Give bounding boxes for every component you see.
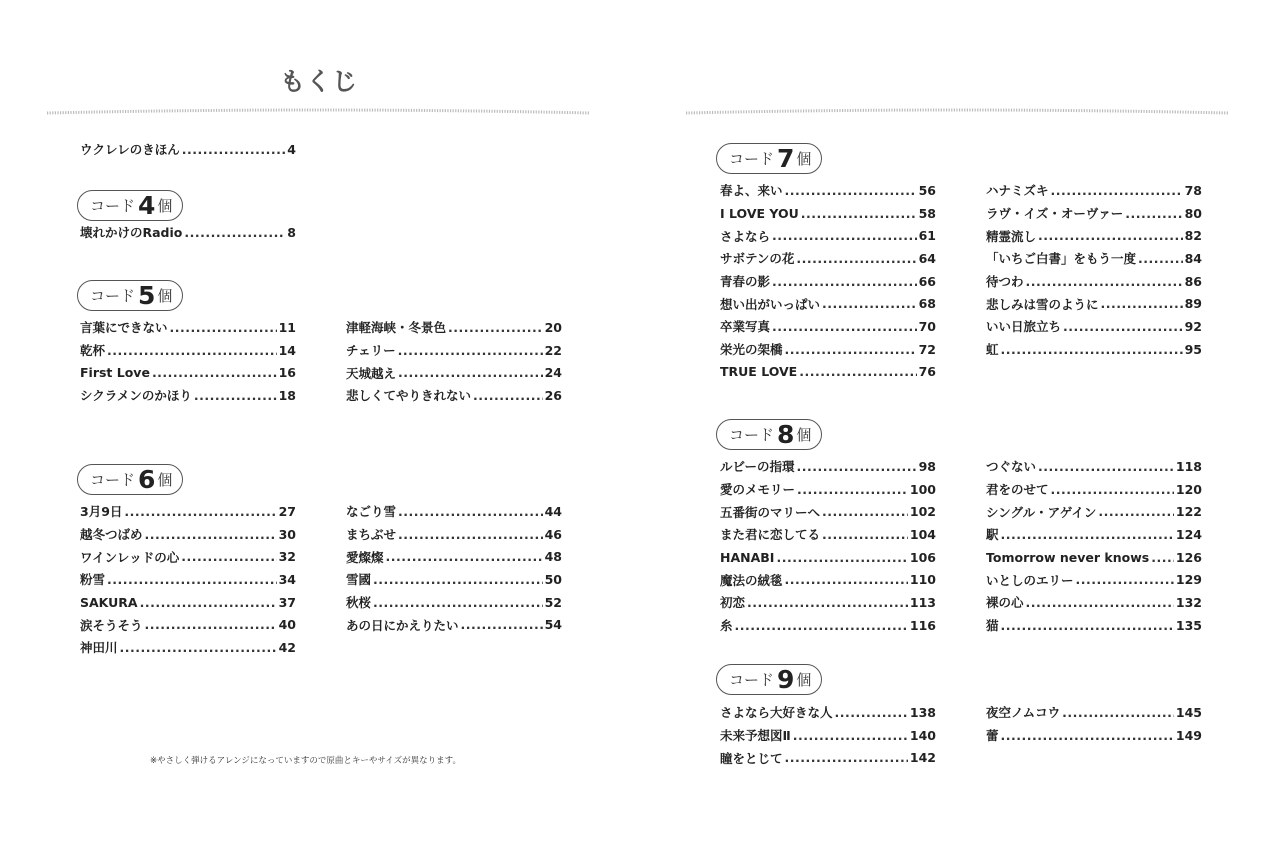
toc-entry [720, 292, 936, 315]
entry-title: 春よ、来い [720, 183, 783, 199]
dot-leader [184, 225, 285, 240]
entry-title: さよなら大好きな人 [720, 705, 833, 721]
dot-leader [398, 504, 543, 519]
entry-title: つぐない [986, 459, 1037, 475]
dot-leader [373, 595, 543, 610]
entry-title: 五番街のマリーへ [720, 504, 821, 520]
toc-entry [986, 568, 1202, 591]
toc-c6-col2 [346, 500, 562, 636]
dot-leader [822, 296, 917, 311]
toc-entry [346, 339, 562, 362]
entry-title: 涙そうそう [80, 617, 143, 633]
entry-title: さよなら [720, 228, 771, 244]
entry-title: 初恋 [720, 595, 746, 611]
entry-page: 30 [278, 526, 296, 542]
toc-entry [720, 546, 936, 569]
toc-c7-col2 [986, 179, 1202, 361]
dot-leader [461, 617, 543, 632]
toc-entry [80, 613, 296, 636]
entry-page: 26 [544, 387, 562, 403]
entry-title: チェリー [346, 343, 396, 359]
entry-title: 粉雪 [80, 572, 106, 588]
toc-entry [720, 724, 936, 747]
toc-entry [720, 224, 936, 247]
dot-leader [772, 228, 917, 243]
toc-entry [720, 338, 936, 361]
entry-title: また君に恋してる [720, 527, 821, 543]
entry-page: 64 [918, 250, 936, 266]
entry-page: 142 [909, 750, 936, 766]
entry-page: 61 [918, 228, 936, 244]
toc-entry [986, 338, 1202, 361]
toc-entry [720, 247, 936, 270]
toc-entry [720, 568, 936, 591]
toc-entry [80, 221, 296, 244]
entry-title: 愛のメモリー [720, 482, 796, 498]
dot-leader [386, 549, 543, 564]
toc-entry [986, 478, 1202, 501]
entry-title: ウクレレのきほん [80, 142, 180, 158]
toc-entry [720, 500, 936, 523]
entry-title: 待つわ [986, 274, 1024, 290]
dot-leader [373, 572, 543, 587]
dot-leader [145, 617, 277, 632]
dot-leader [785, 572, 908, 587]
toc-entry [80, 523, 296, 546]
toc-entry [720, 315, 936, 338]
entry-title: HANABI [720, 549, 775, 565]
entry-title: 天城越え [346, 365, 397, 381]
entry-page: 46 [544, 526, 562, 542]
toc-entry [80, 591, 296, 614]
toc-entry [80, 361, 296, 384]
entry-page: 116 [909, 617, 936, 633]
entry-title: 卒業写真 [720, 319, 771, 335]
entry-page: 92 [1184, 318, 1202, 334]
entry-page: 20 [544, 319, 562, 335]
dot-leader [1151, 550, 1174, 565]
toc-entry [986, 591, 1202, 614]
toc-entry [80, 138, 296, 161]
toc-c9-col2 [986, 701, 1202, 746]
section-label-9: コード 9 個 [716, 664, 822, 695]
entry-title: 精霊流し [986, 228, 1037, 244]
dot-leader [1101, 296, 1183, 311]
entry-title: 蕾 [986, 728, 999, 744]
dot-leader [1026, 595, 1174, 610]
entry-page: 14 [278, 342, 296, 358]
entry-page: 82 [1184, 228, 1202, 244]
toc-entry [80, 339, 296, 362]
entry-page: 40 [278, 617, 296, 633]
toc-entry [720, 361, 936, 384]
entry-page: 145 [1175, 704, 1202, 720]
dot-leader [822, 504, 908, 519]
entry-page: 8 [287, 224, 296, 240]
entry-page: 104 [909, 526, 936, 542]
entry-title: 瞳をとじて [720, 750, 783, 766]
toc-entry [720, 478, 936, 501]
entry-page: 48 [544, 549, 562, 565]
entry-title: 神田川 [80, 640, 118, 656]
toc-c8-col1 [720, 455, 936, 637]
entry-page: 42 [278, 639, 296, 655]
entry-page: 37 [278, 594, 296, 610]
dot-leader [747, 595, 908, 610]
entry-page: 56 [918, 182, 936, 198]
toc-entry [986, 202, 1202, 225]
toc-c7-col1 [720, 179, 936, 383]
entry-title: 糸 [720, 618, 733, 634]
dot-leader [473, 388, 543, 403]
entry-title: ワインレッドの心 [80, 549, 180, 565]
toc-entry [986, 247, 1202, 270]
toc-c4-col1 [80, 221, 296, 244]
entry-page: 78 [1184, 182, 1202, 198]
dot-leader [1026, 274, 1183, 289]
entry-title: まちぶせ [346, 527, 397, 543]
entry-page: 70 [918, 318, 936, 334]
entry-page: 98 [918, 458, 936, 474]
section-label-4: コード 4 個 [77, 190, 183, 221]
entry-page: 129 [1175, 572, 1202, 588]
toc-entry [346, 613, 562, 636]
dot-leader [1062, 705, 1174, 720]
entry-title: 悲しみは雪のように [986, 296, 1099, 312]
entry-title: サボテンの花 [720, 251, 795, 267]
toc-entry [720, 746, 936, 769]
entry-title: 駅 [986, 527, 999, 543]
entry-page: 72 [918, 341, 936, 357]
entry-page: 95 [1184, 341, 1202, 357]
entry-page: 16 [278, 365, 296, 381]
dot-leader [181, 549, 276, 564]
entry-page: 4 [287, 141, 296, 157]
toc-entry [986, 224, 1202, 247]
entry-page: 118 [1175, 458, 1202, 474]
entry-page: 50 [544, 571, 562, 587]
entry-title: 「いちご白書」をもう一度 [986, 251, 1137, 267]
toc-entry [80, 384, 296, 407]
entry-title: SAKURA [80, 594, 138, 610]
toc-intro [80, 138, 296, 161]
entry-page: 76 [918, 364, 936, 380]
toc-c8-col2 [986, 455, 1202, 637]
divider-right [686, 108, 1229, 116]
toc-entry [720, 202, 936, 225]
dot-leader [1038, 228, 1183, 243]
entry-title: I LOVE YOU [720, 205, 799, 221]
entry-title: First Love [80, 365, 150, 381]
dot-leader [772, 274, 917, 289]
dot-leader [776, 550, 907, 565]
entry-title: 秋桜 [346, 595, 372, 611]
section-label-5: コード 5 個 [77, 280, 183, 311]
dot-leader [785, 183, 917, 198]
dot-leader [797, 459, 917, 474]
toc-entry [346, 568, 562, 591]
entry-title: 裸の心 [986, 595, 1024, 611]
entry-page: 102 [909, 504, 936, 520]
entry-page: 22 [544, 342, 562, 358]
dot-leader [801, 206, 917, 221]
entry-page: 120 [1175, 481, 1202, 497]
entry-page: 135 [1175, 617, 1202, 633]
entry-page: 138 [909, 704, 936, 720]
dot-leader [735, 618, 908, 633]
entry-page: 80 [1184, 205, 1202, 221]
dot-leader [152, 365, 277, 380]
toc-entry [720, 455, 936, 478]
entry-title: 想い出がいっぱい [720, 296, 821, 312]
dot-leader [145, 527, 277, 542]
entry-title: 壊れかけのRadio [80, 225, 183, 241]
entry-page: 34 [278, 571, 296, 587]
dot-leader [398, 527, 543, 542]
entry-title: 青春の影 [720, 274, 771, 290]
entry-page: 89 [1184, 296, 1202, 312]
toc-entry [986, 179, 1202, 202]
toc-entry [346, 316, 562, 339]
entry-title: 3月9日 [80, 504, 123, 520]
entry-title: ハナミズキ [986, 183, 1049, 199]
entry-title: シングル・アゲイン [986, 504, 1097, 520]
dot-leader [398, 343, 543, 358]
entry-title: いとしのエリー [986, 572, 1074, 588]
dot-leader [194, 388, 277, 403]
entry-page: 18 [278, 387, 296, 403]
section-label-8: コード 8 個 [716, 419, 822, 450]
entry-title: ルビーの指環 [720, 459, 795, 475]
toc-entry [986, 455, 1202, 478]
entry-title: Tomorrow never knows [986, 549, 1150, 565]
entry-title: 魔法の絨毯 [720, 572, 783, 588]
entry-page: 110 [909, 572, 936, 588]
dot-leader [1001, 728, 1174, 743]
dot-leader [140, 595, 277, 610]
entry-title: 夜空ノムコウ [986, 705, 1061, 721]
entry-page: 132 [1175, 594, 1202, 610]
toc-entry [986, 523, 1202, 546]
entry-title: シクラメンのかほり [80, 388, 192, 404]
toc-entry [80, 500, 296, 523]
toc-c5-col2 [346, 316, 562, 407]
toc-entry [986, 315, 1202, 338]
dot-leader [182, 142, 286, 157]
entry-page: 54 [544, 617, 562, 633]
dot-leader [398, 365, 543, 380]
entry-page: 140 [909, 727, 936, 743]
entry-page: 106 [909, 549, 936, 565]
entry-page: 52 [544, 594, 562, 610]
entry-title: いい日旅立ち [986, 319, 1062, 335]
dot-leader [1001, 342, 1183, 357]
dot-leader [797, 482, 908, 497]
dot-leader [170, 320, 277, 335]
dot-leader [1001, 527, 1174, 542]
toc-entry [346, 500, 562, 523]
section-label-7: コード 7 個 [716, 143, 822, 174]
dot-leader [120, 640, 277, 655]
toc-entry [80, 545, 296, 568]
entry-title: 虹 [986, 342, 999, 358]
toc-entry [720, 179, 936, 202]
entry-page: 24 [544, 365, 562, 381]
entry-page: 11 [278, 319, 296, 335]
entry-page: 32 [278, 549, 296, 565]
toc-entry [986, 724, 1202, 747]
toc-entry [986, 270, 1202, 293]
dot-leader [772, 319, 917, 334]
entry-title: 君をのせて [986, 482, 1049, 498]
toc-entry [720, 523, 936, 546]
page-title: もくじ [280, 67, 359, 96]
toc-entry [80, 316, 296, 339]
entry-title: なごり雪 [346, 504, 397, 520]
entry-title: 猫 [986, 618, 999, 634]
entry-title: 雪國 [346, 572, 372, 588]
toc-entry [986, 701, 1202, 724]
toc-entry [720, 701, 936, 724]
entry-title: TRUE LOVE [720, 364, 798, 380]
entry-page: 84 [1184, 250, 1202, 266]
dot-leader [107, 572, 277, 587]
dot-leader [822, 527, 908, 542]
toc-entry [986, 500, 1202, 523]
toc-entry [346, 523, 562, 546]
dot-leader [1063, 319, 1183, 334]
entry-page: 100 [909, 481, 936, 497]
dot-leader [785, 342, 917, 357]
dot-leader [107, 343, 277, 358]
entry-title: 悲しくてやりきれない [346, 388, 472, 404]
dot-leader [1001, 618, 1174, 633]
entry-title: 乾杯 [80, 343, 106, 359]
section-label-6: コード 6 個 [77, 464, 183, 495]
dot-leader [1076, 572, 1174, 587]
dot-leader [1038, 459, 1174, 474]
dot-leader [1138, 251, 1183, 266]
entry-page: 113 [909, 594, 936, 610]
dot-leader [1125, 206, 1182, 221]
entry-title: 津軽海峡・冬景色 [346, 320, 447, 336]
divider-left [47, 108, 590, 116]
toc-entry [986, 546, 1202, 569]
entry-page: 124 [1175, 526, 1202, 542]
entry-title: 越冬つばめ [80, 527, 143, 543]
entry-page: 58 [918, 205, 936, 221]
toc-entry [720, 591, 936, 614]
entry-page: 27 [278, 503, 296, 519]
dot-leader [785, 750, 908, 765]
entry-page: 86 [1184, 273, 1202, 289]
entry-title: あの日にかえりたい [346, 617, 459, 633]
dot-leader [1051, 482, 1174, 497]
toc-c9-col1 [720, 701, 936, 769]
toc-entry [346, 545, 562, 568]
entry-page: 149 [1175, 727, 1202, 743]
entry-title: ラヴ・イズ・オーヴァー [986, 206, 1124, 222]
entry-title: 未来予想図Ⅱ [720, 728, 791, 744]
toc-entry [346, 384, 562, 407]
toc-c5-col1 [80, 316, 296, 407]
toc-entry [986, 292, 1202, 315]
entry-page: 66 [918, 273, 936, 289]
dot-leader [796, 251, 916, 266]
dot-leader [448, 320, 543, 335]
dot-leader [124, 504, 276, 519]
dot-leader [835, 705, 908, 720]
toc-entry [80, 636, 296, 659]
toc-entry [720, 614, 936, 637]
toc-entry [346, 361, 562, 384]
toc-entry [986, 614, 1202, 637]
toc-c6-col1 [80, 500, 296, 659]
dot-leader [1051, 183, 1183, 198]
toc-entry [80, 568, 296, 591]
entry-page: 126 [1175, 549, 1202, 565]
dot-leader [799, 364, 916, 379]
entry-title: 愛燦燦 [346, 549, 384, 565]
toc-entry [346, 591, 562, 614]
entry-title: 言葉にできない [80, 320, 168, 336]
dot-leader [793, 728, 908, 743]
entry-title: 栄光の架橋 [720, 342, 783, 358]
arrangement-note: ※やさしく弾けるアレンジになっていますので原曲とキーやサイズが異なります。 [150, 756, 462, 766]
toc-entry [720, 270, 936, 293]
dot-leader [1098, 504, 1174, 519]
entry-page: 68 [918, 296, 936, 312]
entry-page: 44 [544, 503, 562, 519]
entry-page: 122 [1175, 504, 1202, 520]
